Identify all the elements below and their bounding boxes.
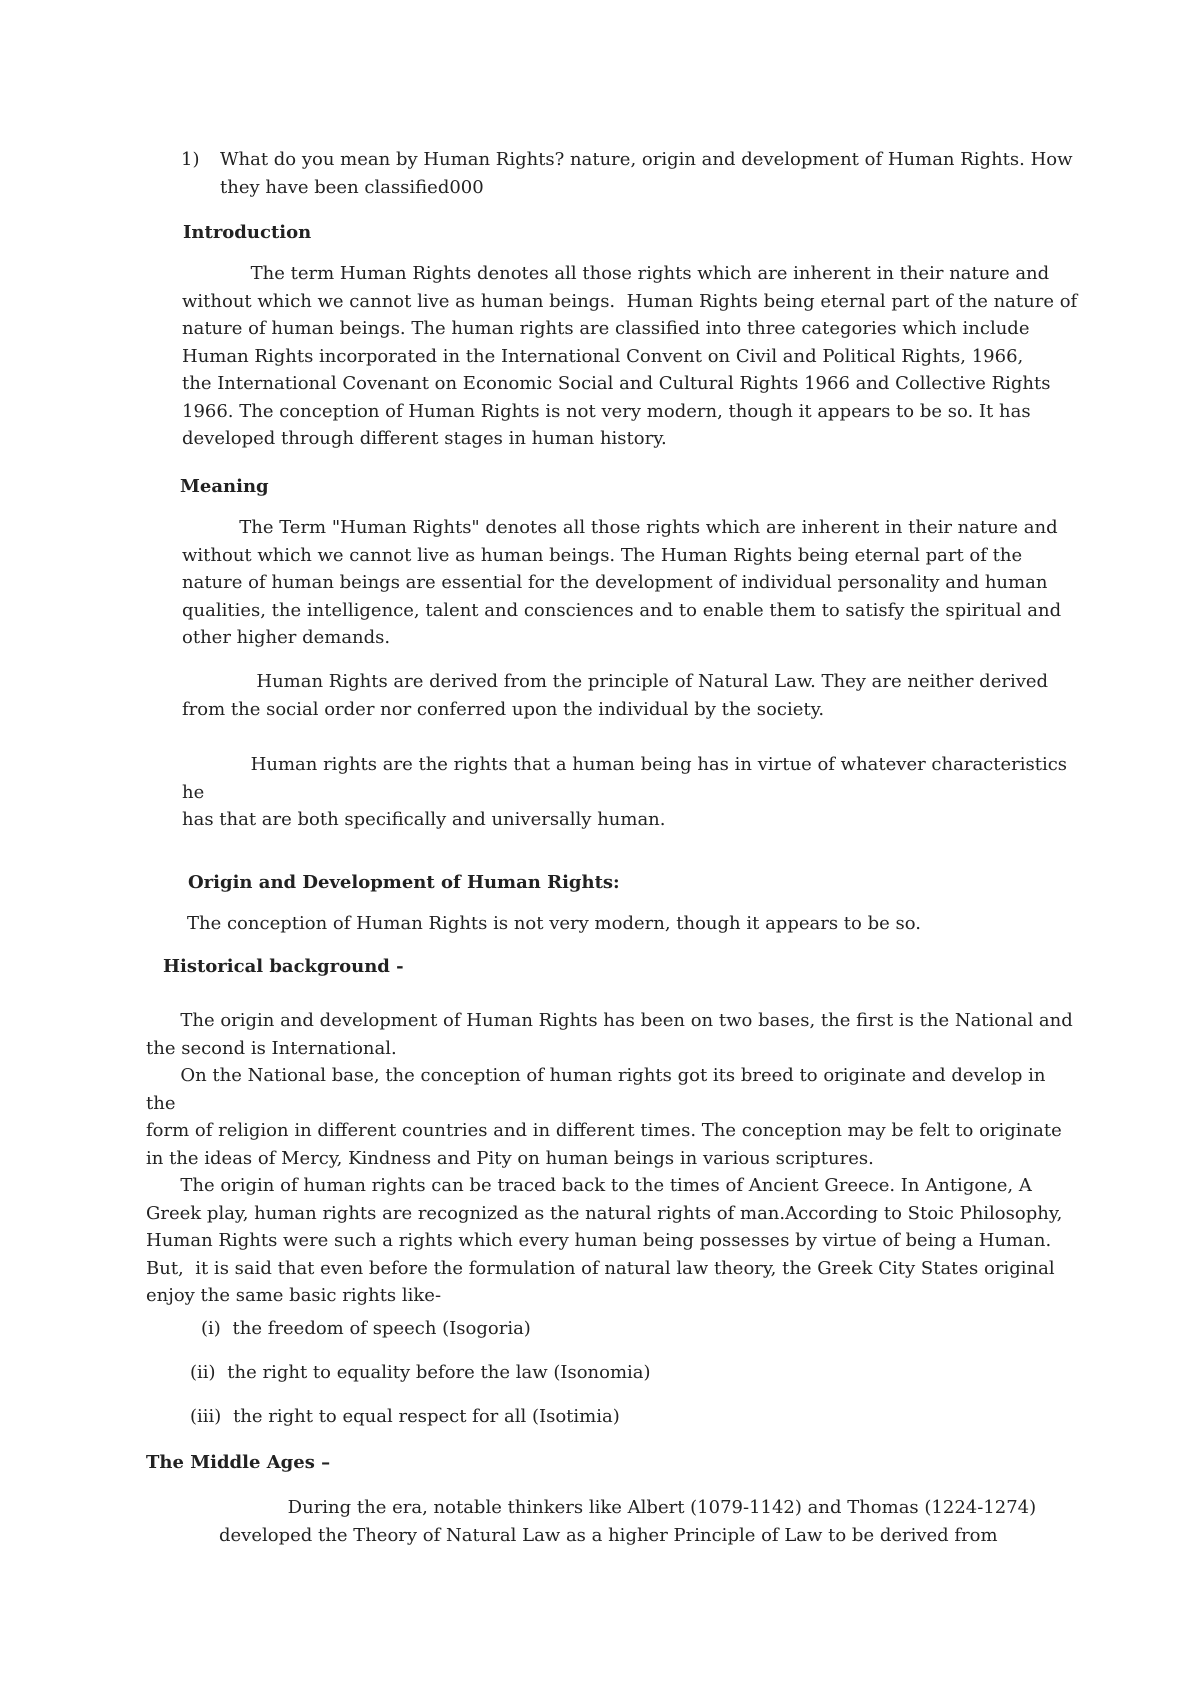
middle-ages-line: During the era, notable thinkers like Albert (1079-1142) and Thomas (1224-1274): [219, 1497, 1037, 1518]
historical-line: in the ideas of Mercy, Kindness and Pity on human beings in various scriptures.: [146, 1147, 874, 1169]
meaning-paragraph-2: [182, 668, 1082, 723]
meaning-line: Human rights are the rights that a human being has in virtue of whatever characteristics he: [182, 754, 1073, 803]
introduction-line: without which we cannot live as human beings. Human Rights being eternal part of the nature of: [182, 290, 1078, 312]
list-text: the freedom of speech (Isogoria): [232, 1318, 531, 1339]
meaning-line: without which we cannot live as human beings. The Human Rights being eternal part of the: [182, 544, 1023, 566]
meaning-heading: Meaning: [180, 476, 269, 497]
list-marker: (ii): [190, 1362, 216, 1383]
introduction-line: The term Human Rights denotes all those rights which are inherent in their nature and: [182, 263, 1050, 284]
middle-ages-line: developed the Theory of Natural Law as a higher Principle of Law to be derived from: [219, 1524, 998, 1546]
introduction-heading: Introduction: [183, 222, 312, 243]
meaning-paragraph-3: [182, 751, 1082, 834]
historical-paragraph: [146, 1007, 1076, 1310]
question-text: What do you mean by Human Rights? nature, origin and development of Human Rights. How they have been classified000: [220, 149, 1073, 198]
list-text: the right to equal respect for all (Isotimia): [233, 1406, 620, 1427]
list-text: the right to equality before the law (Isonomia): [227, 1362, 651, 1383]
historical-line: the second is International.: [146, 1037, 397, 1059]
list-marker: (i): [201, 1318, 221, 1339]
meaning-line: nature of human beings are essential for the development of individual personality and human: [182, 572, 1048, 593]
question-number: 1): [181, 149, 200, 170]
origin-heading: Origin and Development of Human Rights:: [188, 872, 620, 893]
meaning-line: qualities, the intelligence, talent and consciences and to enable them to satisfy the spiritual and: [182, 599, 1062, 621]
middle-ages-heading: The Middle Ages –: [146, 1452, 331, 1473]
historical-line: The origin of human rights can be traced back to the times of Ancient Greece. In Antigone, A: [146, 1175, 1032, 1196]
historical-line: But, it is said that even before the formulation of natural law theory, the Greek City States original: [146, 1257, 1055, 1279]
introduction-line: the International Covenant on Economic Social and Cultural Rights 1966 and Collective Rights: [182, 373, 1051, 394]
list-item: [190, 1359, 651, 1387]
introduction-line: Human Rights incorporated in the International Convent on Civil and Political Rights, 1966,: [182, 345, 1024, 367]
historical-line: The origin and development of Human Rights has been on two bases, the first is the National and: [146, 1010, 1073, 1031]
historical-line: On the National base, the conception of human rights got its breed to originate and develop in the: [146, 1065, 1052, 1114]
introduction-paragraph: [182, 260, 1082, 453]
origin-text: The conception of Human Rights is not very modern, though it appears to be so.: [187, 913, 921, 934]
historical-line: enjoy the same basic rights like-: [146, 1285, 442, 1306]
historical-line: Human Rights were such a rights which every human being possesses by virtue of being a Human.: [146, 1230, 1052, 1251]
meaning-line: other higher demands.: [182, 627, 391, 648]
meaning-line: Human Rights are derived from the principle of Natural Law. They are neither derived: [182, 671, 1049, 692]
meaning-paragraph-1: [182, 514, 1082, 652]
list-item: [190, 1403, 620, 1431]
historical-line: form of religion in different countries and in different times. The conception may be felt to originate: [146, 1120, 1062, 1141]
middle-ages-paragraph: [219, 1494, 1059, 1549]
list-marker: (iii): [190, 1406, 222, 1427]
historical-heading: Historical background -: [163, 956, 404, 977]
list-item: [201, 1315, 531, 1343]
introduction-line: 1966. The conception of Human Rights is not very modern, though it appears to be so. It has: [182, 400, 1031, 422]
meaning-line: has that are both specifically and universally human.: [182, 809, 666, 830]
introduction-line: nature of human beings. The human rights are classified into three categories which include: [182, 318, 1030, 339]
meaning-line: from the social order nor conferred upon the individual by the society.: [182, 698, 825, 720]
historical-line: Greek play, human rights are recognized as the natural rights of man.According to Stoic Philosophy,: [146, 1202, 1063, 1224]
meaning-line: The Term "Human Rights" denotes all those rights which are inherent in their nature and: [182, 517, 1058, 538]
introduction-line: developed through different stages in human history.: [182, 428, 667, 449]
